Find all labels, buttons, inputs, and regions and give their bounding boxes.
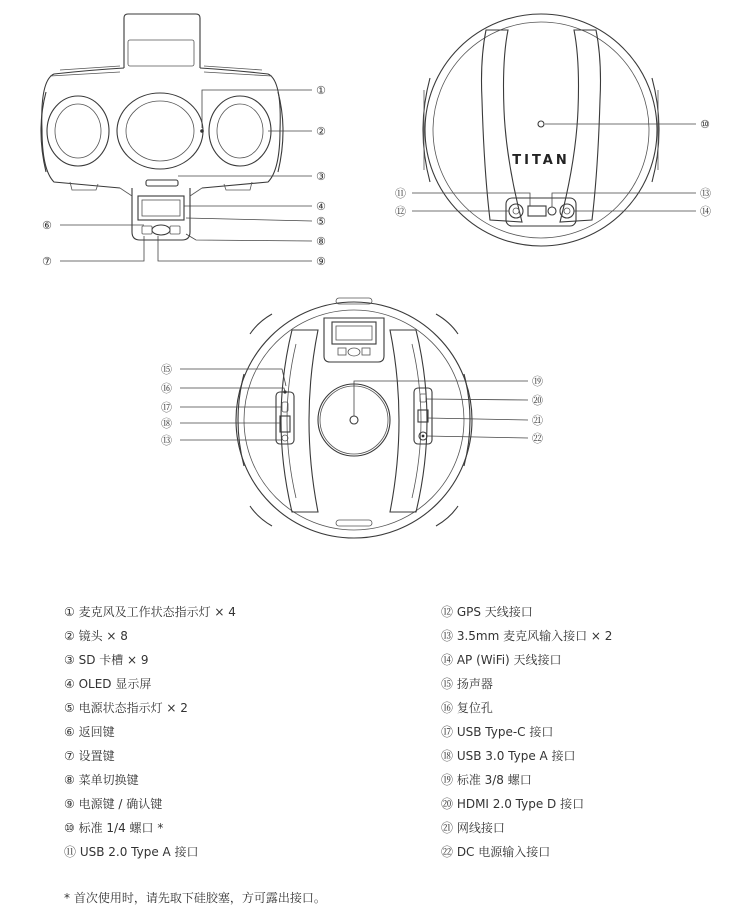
footnote: * 首次使用时，请先取下硅胶塞，方可露出接口。 [64,891,326,905]
legend-item: ⑥ 返回键 [64,725,115,739]
callout-18: ⑱ [161,417,172,430]
legend-item: ④ OLED 显示屏 [64,677,152,691]
legend-item: ⑦ 设置键 [64,749,115,763]
screw-hole-three-eighths [350,416,358,424]
callout-10: ⑩ [700,118,710,131]
legend-item: ⑧ 菜单切换键 [64,773,139,787]
legend-left [64,600,236,864]
legend-item: ⑤ 电源状态指示灯 × 2 [64,701,188,715]
lens-left [47,96,109,166]
callout-13b: ⑬ [161,434,172,447]
power-button [152,225,170,235]
callout-5: ⑤ [316,215,326,228]
legend-item: ⑫ GPS 天线接口 [441,605,533,619]
legend-item: ㉑ 网线接口 [441,821,505,835]
callout-14: ⑭ [700,205,711,218]
sd-slot [146,180,178,186]
usb-a-port [528,206,546,216]
callout-11: ⑪ [395,187,406,200]
callout-15: ⑮ [161,363,172,376]
legend-item: ⑨ 电源键 / 确认键 [64,797,163,811]
callout-6: ⑥ [42,219,52,232]
callout-16: ⑯ [161,382,172,395]
legend-item: ⑭ AP (WiFi) 天线接口 [441,653,562,667]
lens-center [117,93,203,169]
top-view-callouts [395,118,711,218]
titan-logo: TITAN [512,153,570,168]
legend-item: ③ SD 卡槽 × 9 [64,653,149,667]
legend-item: ① 麦克风及工作状态指示灯 × 4 [64,605,236,619]
callout-19: ⑲ [532,375,543,388]
legend-item: ⑲ 标准 3/8 螺口 [441,773,532,787]
legend-item: ⑬ 3.5mm 麦克风输入接口 × 2 [441,629,613,643]
callout-22: ㉒ [532,432,543,445]
callout-8: ⑧ [316,235,326,248]
legend-right [441,600,612,864]
legend-item: ⑱ USB 3.0 Type A 接口 [441,749,576,763]
callout-17: ⑰ [161,401,172,414]
legend-item: ⑮ 扬声器 [441,677,493,691]
legend-item: ② 镜头 × 8 [64,629,128,643]
screw-hole-quarter [538,121,544,127]
callout-13: ⑬ [700,187,711,200]
mic-dot [200,129,204,133]
callout-1: ① [316,84,326,97]
callout-3: ③ [316,170,326,183]
lens-right [209,96,271,166]
legend-item: ㉒ DC 电源输入接口 [441,845,551,859]
callout-21: ㉑ [532,414,543,427]
callout-2: ② [316,125,326,138]
legend-item: ⑳ HDMI 2.0 Type D 接口 [441,797,585,811]
callout-4: ④ [316,200,326,213]
legend-item: ⑩ 标准 1/4 螺口 * [64,821,164,835]
legend-item: ⑰ USB Type-C 接口 [441,725,554,739]
legend-item: ⑯ 复位孔 [441,701,493,715]
bottom-view-callouts [161,363,543,447]
callout-20: ⑳ [532,394,543,407]
callout-7: ⑦ [42,255,52,268]
left-port-panel [276,392,294,444]
legend-item: ⑪ USB 2.0 Type A 接口 [64,845,199,859]
callout-9: ⑨ [316,255,326,268]
callout-12: ⑫ [395,205,406,218]
